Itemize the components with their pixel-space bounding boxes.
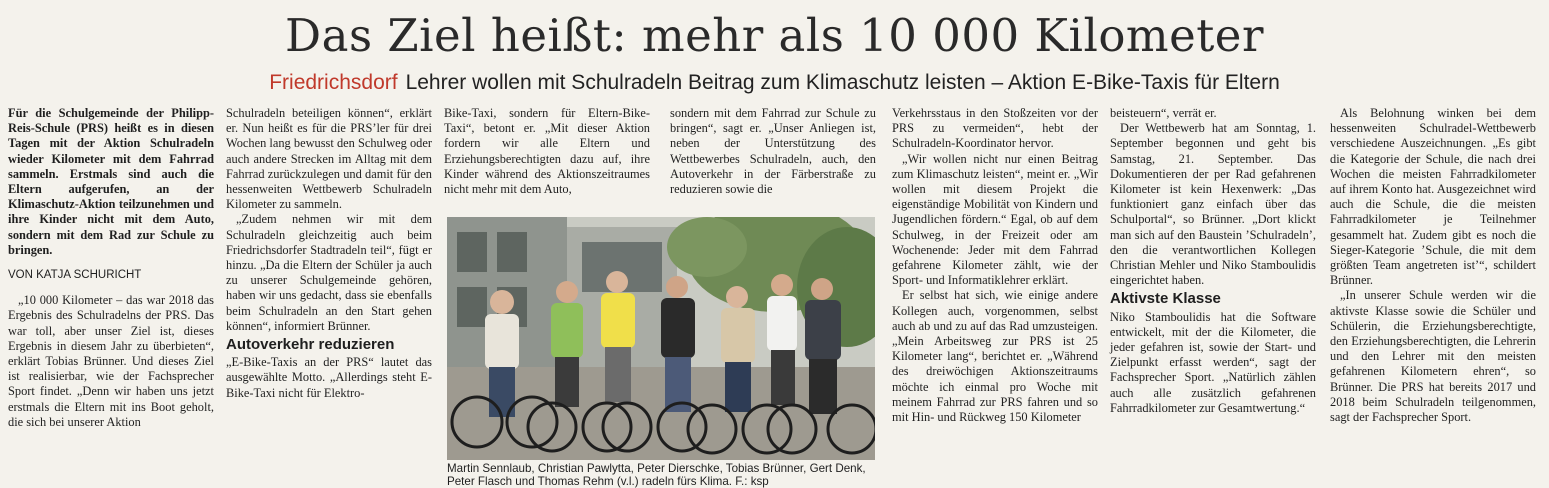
paragraph: beisteuern“, verrät er. bbox=[1110, 106, 1217, 120]
paragraph: sondern mit dem Fahrrad zur Schule zu bringen“, sagt er. „Unser Anliegen ist, neben der Unterstützung des Wettbewerbes Schulradeln, auch, den Autoverkehr in der Färberstraße zu reduzieren sowie die bbox=[670, 106, 876, 197]
paragraph: „E-Bike-Taxis an der PRS“ lautet das ausgewählte Motto. „Allerdings steht E-Bike-Taxi nicht für Elektro- bbox=[226, 355, 432, 400]
section-heading: Aktivste Klasse bbox=[1110, 290, 1221, 308]
photo-caption: Martin Sennlaub, Christian Pawlytta, Peter Dierschke, Tobias Brünner, Gert Denk, Peter Flasch und Thomas Rehm (v.l.) radeln fürs Klima. F.: ksp bbox=[447, 462, 866, 488]
paragraph: Verkehrsstaus in den Stoßzeiten vor der PRS zu vermeiden“, hebt der Schulradeln-Koordinator hervor. bbox=[892, 106, 1098, 151]
dateline-place: Friedrichsdorf bbox=[269, 71, 398, 94]
paragraph: Niko Stamboulidis hat die Software entwickelt, mit der die Kilometer, die jeder gefahren ist, sowie der Start- und Zielpunkt erfasst werden“, sagt der Fachsprecher Sport. „Natürlich zählen auch alle zusätzlich gefahrenen Fahrradkilometer zur Gesamtwertung.“ bbox=[1110, 309, 1316, 415]
paragraph: Er selbst hat sich, wie einige andere Kollegen auch, vorgenommen, selbst auch ab und zu auf das Rad umzusteigen. „Mein Arbeitsweg zur PRS ist 25 Kilometer lang“, berichtet er. „Während des dreiwöchigen Aktionszeitraums möchte ich einmal pro Woche mit meinem Fahrrad zur PRS fahren und so mit Hin- und Rückweg 150 Kilometer bbox=[892, 288, 1098, 425]
column-5 bbox=[892, 106, 1098, 425]
paragraph: „Zudem nehmen wir mit dem Schulradeln gleichzeitig auch beim Friedrichsdorfer Stadtradeln teil“, fügt er hinzu. „Da die Eltern der Schüler ja auch zu unserer Schulgemeinde gehören, haben wir uns gedacht, dass sie ebenfalls beim Schulradeln an den Start gehen können“, informiert Brünner. bbox=[226, 212, 432, 333]
paragraph: „In unserer Schule werden wir die aktivste Klasse sowie die Schüler und Schülerin, die Erziehungsberechtigte, den Erziehungsberechtigten, die Lehrerin und den Lehrer mit den meisten gefahrenen Kilometern ehren“, so Brünner. Die PRS hat bereits 2017 und 2018 beim Schulradeln teilgenommen, sagt der Fachsprecher Sport. bbox=[1330, 288, 1536, 425]
group-photo bbox=[447, 217, 875, 460]
column-6 bbox=[1110, 106, 1316, 416]
section-heading: Autoverkehr reduzieren bbox=[226, 336, 395, 354]
photo-illustration bbox=[447, 217, 875, 460]
column-4 bbox=[670, 106, 876, 197]
headline: Das Ziel heißt: mehr als 10 000 Kilometer bbox=[285, 9, 1264, 62]
subheadline: Lehrer wollen mit Schulradeln Beitrag zum Klimaschutz leisten – Aktion E-Bike-Taxis für Eltern bbox=[405, 71, 1280, 94]
column-2 bbox=[226, 106, 432, 401]
column-7 bbox=[1330, 106, 1536, 425]
paragraph: Der Wettbewerb hat am Sonntag, 1. September begonnen und geht bis Samstag, 21. September. Das Dokumentieren der per Rad gefahrenen Kilometer ist kein Hexenwerk: „Das funktioniert ganz einfach über das Schulportal“, so Brünner. „Dort klickt man sich auf den Baustein ’Schulradeln’, den die verantwortlichen Kollegen Christian Mehler und Niko Stamboulidis eingerichtet haben. bbox=[1110, 121, 1316, 288]
paragraph: Als Belohnung winken bei dem hessenweiten Schulradel-Wettbewerb verschiedene Auszeichnungen. „Es gibt die Kategorie der Schule, die nach drei Wochen die meisten Fahrradkilometer auf ihrem Konto hat. Ausgezeichnet wird auch die Schule, die die meisten Fahrradkilometer je Teilnehmer gesammelt hat. Zudem gibt es noch die Sieger-Kategorie ’Schule, die mit dem größten Team angetreten ist’“, schildert Brünner. bbox=[1330, 106, 1536, 288]
byline: VON KATJA SCHURICHT bbox=[8, 269, 142, 282]
subheadline-row bbox=[0, 70, 1549, 96]
column-1 bbox=[8, 106, 214, 430]
paragraph: „10 000 Kilometer – das war 2018 das Ergebnis des Schulradelns der PRS. Das war toll, aber unser Ziel ist, dieses Ergebnis in diesem Jahr zu überbieten“, erklärt Tobias Brünner. Und dieses Ziel ist realisierbar, wie der Fachsprecher Sport findet. „Denn wir haben uns jetzt erstmals die Eltern mit ins Boot geholt, die sich bei unserer Aktion bbox=[8, 293, 214, 429]
paragraph: Bike-Taxi, sondern für Eltern-Bike-Taxi“, betont er. „Mit dieser Aktion fordern wir alle Eltern und Erziehungsberechtigten dazu auf, ihre Kinder während des Aktionszeitraumes nicht mehr mit dem Auto, bbox=[444, 106, 650, 197]
lead-paragraph: Für die Schulgemeinde der Philipp-Reis-Schule (PRS) heißt es in diesen Tagen mit der Aktion Schulradeln wieder Kilometer mit dem Fahrrad sammeln. Erstmals sind auch die Eltern aufgerufen, an der Klimaschutz-Aktion teilzunehmen und ihre Kinder nicht mit dem Auto, sondern mit dem Rad zur Schule zu bringen. bbox=[8, 106, 214, 257]
column-3 bbox=[444, 106, 650, 197]
paragraph: Schulradeln beteiligen können“, erklärt er. Nun heißt es für die PRS’ler für drei Wochen lang bewusst den Schulweg oder auch andere Strecken im Alltag mit dem Fahrrad zurückzulegen und damit für den hessenweiten Wettbewerb Schulradeln Kilometer zu sammeln. bbox=[226, 106, 432, 212]
paragraph: „Wir wollen nicht nur einen Beitrag zum Klimaschutz leisten“, meint er. „Wir wollen mit diesem Projekt die eigenständige Mobilität von Kindern und Jugendlichen fördern.“ Egal, ob auf dem Schulweg, in der Freizeit oder am Wochenende: Jeder mit dem Fahrrad gefahrene Kilometer zählt, wie der Sport- und Informatiklehrer erklärt. bbox=[892, 151, 1098, 288]
